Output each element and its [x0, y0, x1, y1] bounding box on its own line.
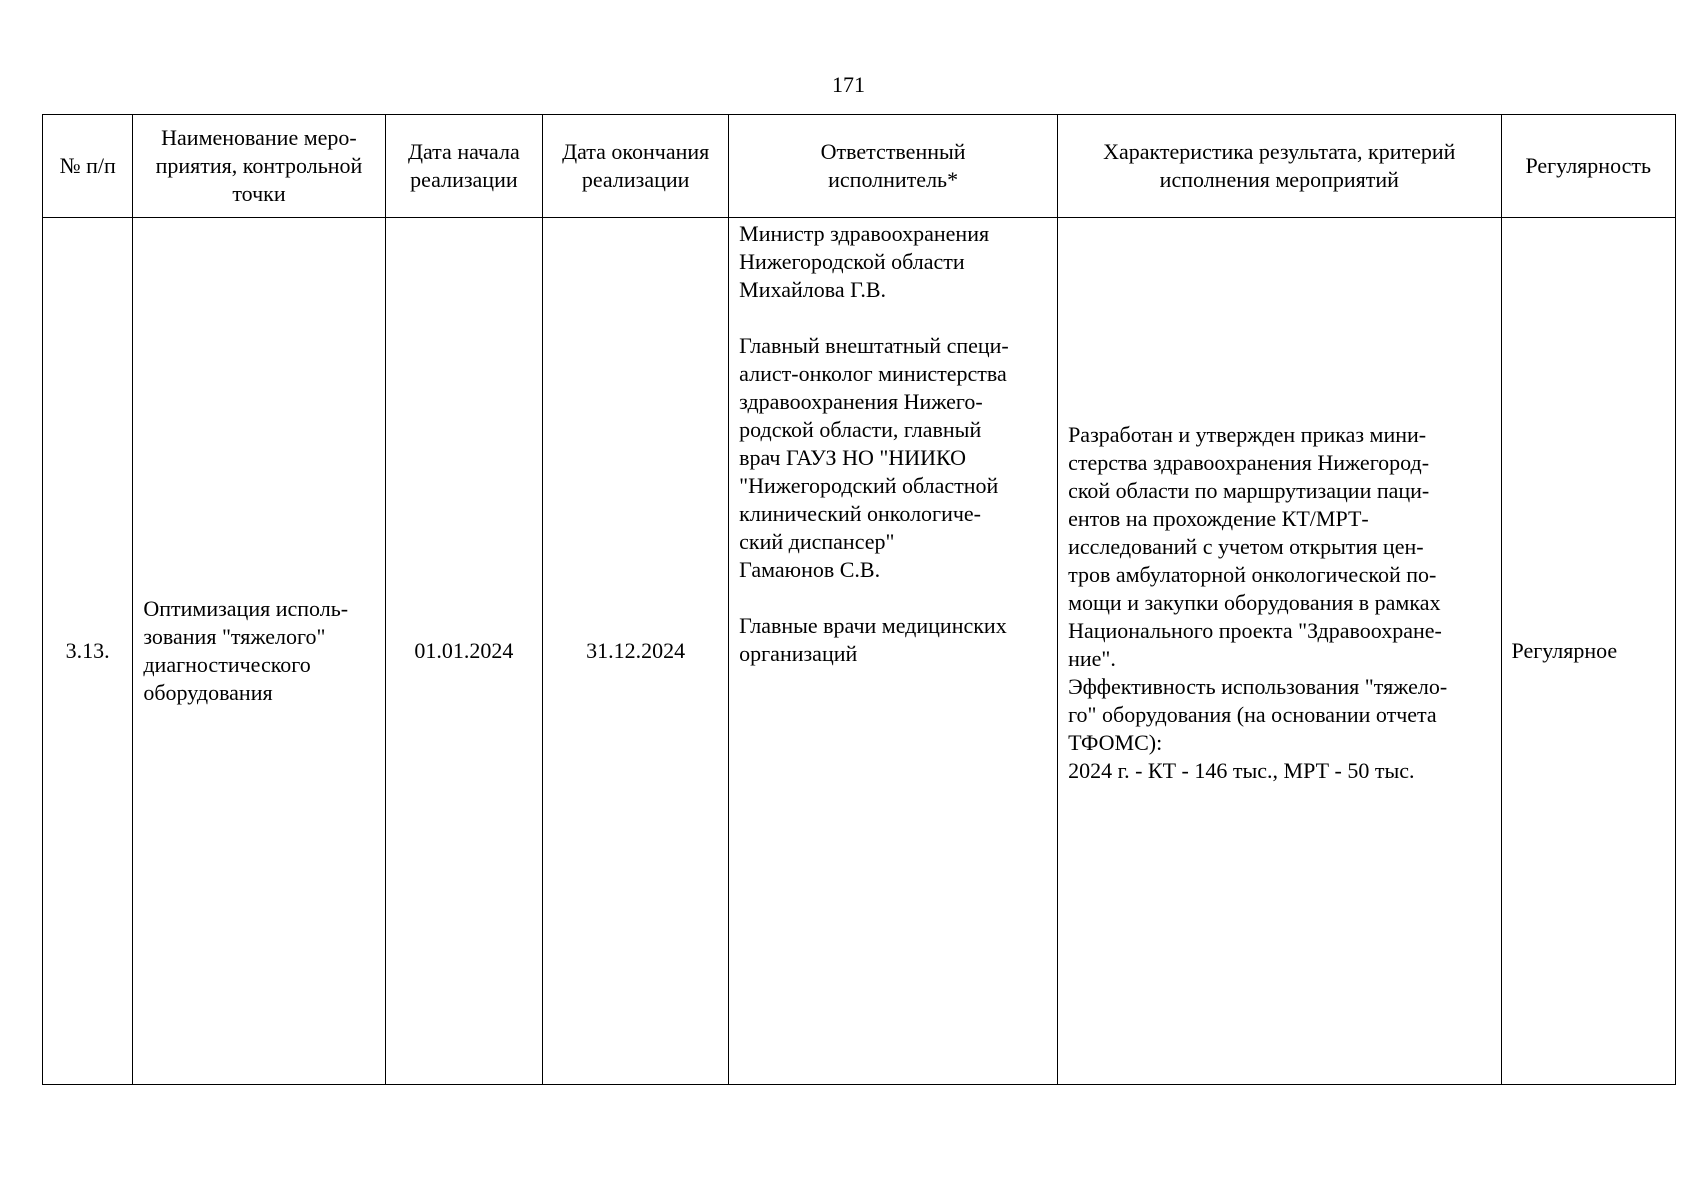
- cell-end-date: 31.12.2024: [543, 218, 729, 1085]
- cell-start-date: 01.01.2024: [385, 218, 543, 1085]
- table-header-row: [43, 115, 1676, 218]
- page-number: 171: [832, 72, 865, 97]
- responsible-minister: Министр здравоохранения Нижегородской области Михайлова Г.В.: [739, 221, 990, 302]
- cell-regularity: Регулярное: [1501, 218, 1676, 1085]
- responsible-chief-doctors: Главные врачи медицинских организаций: [739, 613, 1007, 666]
- header-responsible: Ответственный исполнитель*: [729, 115, 1058, 218]
- header-result: Характеристика результата, критерий исполнения мероприятий: [1058, 115, 1501, 218]
- cell-responsible: [729, 218, 1058, 1085]
- header-start-date: Дата начала реализации: [385, 115, 543, 218]
- header-activity-name: Наименование меро- приятия, контрольной точки: [133, 115, 385, 218]
- responsible-chief-oncologist: Главный внештатный специ- алист-онколог министерства здравоохранения Нижего- родской области, главный врач ГАУЗ НО "НИИКО "Нижегородский областной клинический онкологиче- ский диспансер" Гамаюнов С.В.: [739, 333, 1009, 582]
- activities-table: [42, 114, 1676, 1085]
- cell-activity-name: Оптимизация исполь- зования "тяжелого" диагностического оборудования: [133, 218, 385, 1085]
- table-row: [43, 218, 1676, 1085]
- cell-result: Разработан и утвержден приказ мини- стерства здравоохранения Нижегород- ской области по маршрутизации паци- ентов на прохождение КТ/МРТ- исследований с учетом открытия цен- тров амбулаторной онкологической по- мощи и закупки оборудования в рамках Национального проекта "Здравоохране- ние". Эффективность использования "тяжело- го" оборудования (на основании отчета ТФОМС): 2024 г. - КТ - 146 тыс., МРТ - 50 тыс.: [1058, 218, 1501, 1085]
- header-regularity: Регулярность: [1501, 115, 1676, 218]
- cell-number: 3.13.: [43, 218, 133, 1085]
- header-number: № п/п: [43, 115, 133, 218]
- header-end-date: Дата окончания реализации: [543, 115, 729, 218]
